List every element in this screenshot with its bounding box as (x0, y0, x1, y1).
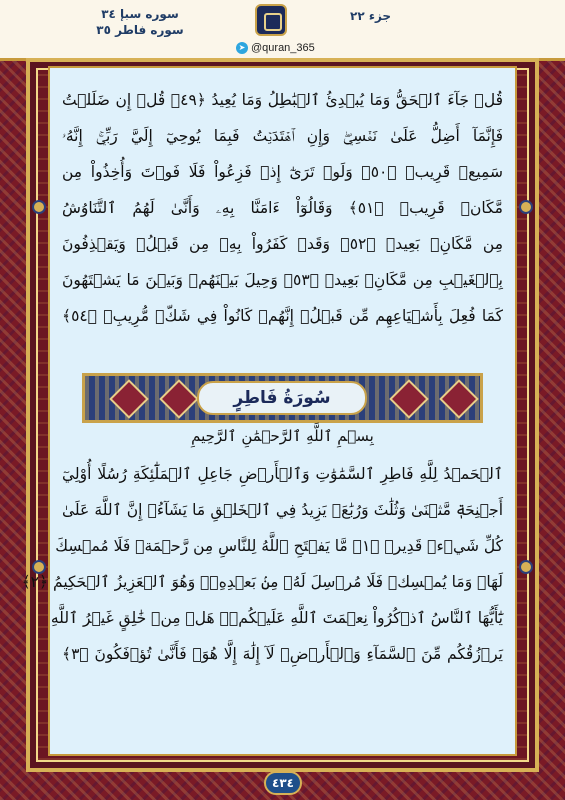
verse-line: كَمَا فُعِلَ بِأَشۡيَاعِهِم مِّن قَبۡلُۚ إِنَّهُمۡ كَانُواْ فِي شَكّٖ مُّرِيبِۭ ﴿٥٤﴾ (62, 307, 503, 325)
verse-line: لَهَاۖ وَمَا يُمۡسِكۡ فَلَا مُرۡسِلَ لَهُۥ مِنۢ بَعۡدِهِۦۚ وَهُوَ ٱلۡعَزِيزُ ٱلۡحَكِيمُ ﴿٢﴾ (21, 573, 503, 591)
verse-line: مَّكَانٖ قَرِيبٖ ﴿٥١﴾ وَقَالُوٓاْ ءَامَنَّا بِهِۦ وَأَنَّىٰ لَهُمُ ٱلتَّنَاوُشُ (62, 199, 503, 217)
surah-current-label: سوره سبإ ٣٤ (101, 7, 179, 21)
verse-line: أَجۡنِحَةٖ مَّثۡنَىٰ وَثُلَٰثَ وَرُبَٰعَۚ يَزِيدُ فِي ٱلۡخَلۡقِ مَا يَشَآءُۚ إِنَّ ٱللَّهَ عَلَىٰ (62, 501, 503, 519)
quran-logo-icon (255, 4, 287, 36)
frame-medallion-icon (32, 200, 46, 214)
frame-medallion-icon (519, 200, 533, 214)
surah-next-label: سوره فاطر ٣٥ (96, 23, 184, 37)
verse-line: مِن مَّكَانِۭ بَعِيدٖ ﴿٥٢﴾ وَقَدۡ كَفَرُواْ بِهِۦ مِن قَبۡلُۖ وَيَقۡذِفُونَ (62, 235, 503, 253)
verse-line: كُلِّ شَيۡءٖ قَدِيرٞ ﴿١﴾ مَّا يَفۡتَحِ ٱللَّهُ لِلنَّاسِ مِن رَّحۡمَةٖ فَلَا مُمۡسِكَ (55, 537, 503, 555)
bismillah: بِسۡمِ ٱللَّهِ ٱلرَّحۡمَٰنِ ٱلرَّحِيمِ (191, 427, 374, 445)
banner-ornament-icon (389, 379, 429, 419)
verse-line: يَٰٓأَيُّهَا ٱلنَّاسُ ٱذۡكُرُواْ نِعۡمَتَ ٱللَّهِ عَلَيۡكُمۡۚ هَلۡ مِنۡ خَٰلِقٍ غَيۡرُ ٱللَّهِ (50, 609, 503, 627)
surah-title-banner (82, 373, 483, 423)
verse-line: قُلۡ جَآءَ ٱلۡحَقُّ وَمَا يُبۡدِئُ ٱلۡبَٰطِلُ وَمَا يُعِيدُ ﴿٤٩﴾ قُلۡ إِن ضَلَلۡتُ (62, 91, 503, 109)
page-number: ٤٣٤ (264, 771, 302, 795)
verse-line: ٱلۡحَمۡدُ لِلَّهِ فَاطِرِ ٱلسَّمَٰوَٰتِ وَٱلۡأَرۡضِ جَاعِلِ ٱلۡمَلَٰٓئِكَةِ رُسُلًا أُوْلِيٓ (62, 465, 503, 483)
handle-text: @quran_365 (251, 42, 315, 54)
banner-ornament-icon (439, 379, 479, 419)
channel-handle[interactable] (236, 41, 315, 55)
banner-ornament-icon (109, 379, 149, 419)
surah-title: سُورَةُ فَاطِرٍ (197, 381, 367, 415)
surah-names (80, 6, 200, 38)
frame-medallion-icon (519, 560, 533, 574)
verse-line: بِٱلۡغَيۡبِ مِن مَّكَانِۭ بَعِيدٖ ﴿٥٣﴾ وَحِيلَ بَيۡنَهُمۡ وَبَيۡنَ مَا يَشۡتَهُونَ (62, 271, 503, 289)
verse-line: سَمِيعٞ قَرِيبٞ ﴿٥٠﴾ وَلَوۡ تَرَىٰٓ إِذۡ فَزِعُواْ فَلَا فَوۡتَ وَأُخِذُواْ مِن (62, 163, 503, 181)
banner-ornament-icon (159, 379, 199, 419)
verse-line: فَإِنَّمَآ أَضِلُّ عَلَىٰ نَفۡسِيۖ وَإِنِ ٱهۡتَدَيۡتُ فَبِمَا يُوحِيٓ إِلَيَّ رَبِّيٓۚ إِنَّهُۥ (62, 127, 503, 145)
verse-line: يَرۡزُقُكُم مِّنَ ٱلسَّمَآءِ وَٱلۡأَرۡضِۚ لَآ إِلَٰهَ إِلَّا هُوَۖ فَأَنَّىٰ تُؤۡفَكُونَ ﴿٣﴾ (62, 645, 503, 663)
juz-label: جزء ٢٢ (350, 9, 392, 23)
telegram-icon: ➤ (236, 42, 248, 54)
page-header (0, 0, 565, 61)
